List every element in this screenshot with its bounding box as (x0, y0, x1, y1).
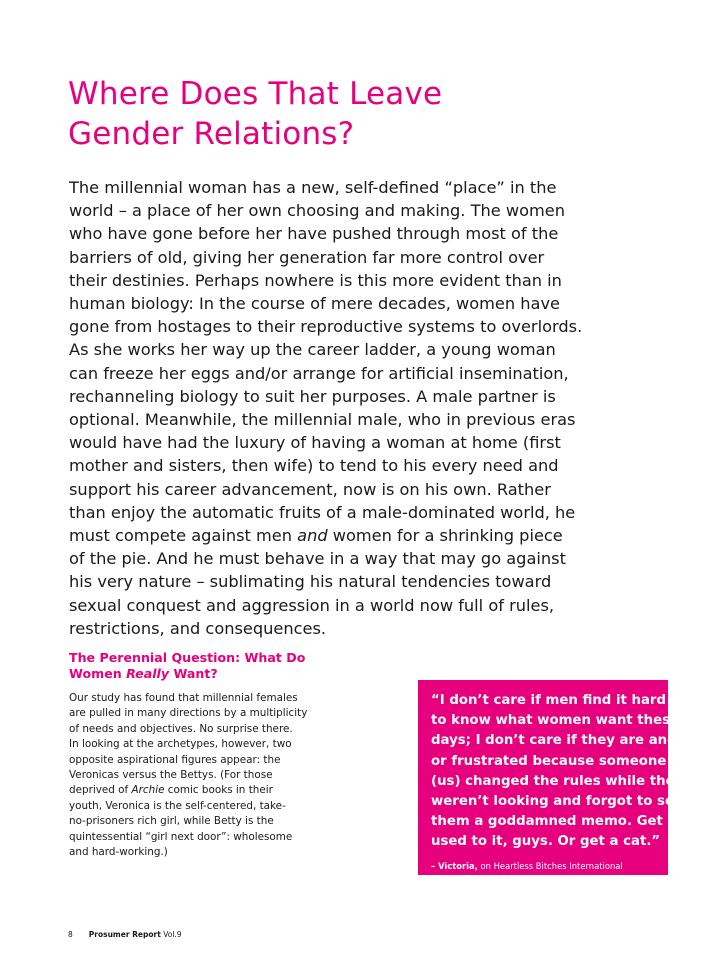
column-line: Our study has found that millennial females (69, 692, 298, 704)
body-line (69, 524, 563, 547)
body-line: human biology: In the course of mere decades, women have (69, 294, 560, 314)
quote-line: days; I don’t care if they are angry (431, 733, 692, 749)
column-line: Veronicas versus the Bettys. (For those (69, 769, 273, 782)
column-line: are pulled in many directions by a multiplicity (69, 707, 308, 720)
column-line-emphasis: Archie (131, 784, 165, 797)
page-footer (68, 930, 182, 940)
body-line: optional. Meanwhile, the millennial male, who in previous eras (69, 410, 576, 430)
column-line: no-prisoners rich girl, while Betty is the (69, 815, 274, 828)
body-line: mother and sisters, then wife) to tend to his every need and (69, 456, 559, 476)
column-line: and hard-working.) (69, 846, 168, 859)
body-line: barriers of old, giving her generation far more control over (69, 247, 545, 267)
body-line: their destinies. Perhaps nowhere is this more evident than in (69, 270, 562, 290)
quote-line: weren’t looking and forgot to send (431, 794, 693, 810)
report-name: Prosumer Report (88, 930, 161, 939)
subheading-line-1: The Perennial Question: What Do (69, 650, 306, 665)
body-line: restrictions, and consequences. (69, 618, 327, 638)
body-line: would have had the luxury of having a woman at home (first (69, 433, 561, 453)
column-line: opposite aspirational figures appear: the (69, 753, 281, 766)
column-line (69, 783, 319, 798)
quote-line: or frustrated because someone (431, 753, 667, 769)
subheading-emphasis: Really (126, 666, 170, 681)
quote-attribution-source: on Heartless Bitches International (477, 860, 623, 871)
body-line: his very nature – sublimating his natural tendencies toward (69, 572, 552, 592)
page-title-line-1: Where Does That Leave (68, 76, 443, 112)
quote-line: (us) changed the rules while they (431, 773, 684, 789)
body-paragraph (69, 176, 583, 640)
body-line: of the pie. And he must behave in a way that may go against (69, 549, 566, 569)
page-title-line-2: Gender Relations? (68, 116, 355, 152)
column-line-text: comic books in their (164, 784, 273, 797)
body-line: As she works her way up the career ladder, a young woman (69, 340, 556, 360)
column-line: youth, Veronica is the self-centered, take- (69, 799, 286, 812)
subheading-text: Women (69, 666, 127, 681)
quote-line: used to it, guys. Or get a cat.” (431, 834, 661, 850)
section-subheading (69, 650, 369, 682)
page-number: 8 (68, 930, 73, 939)
quote-line: them a goddamned memo. Get (431, 814, 663, 830)
body-line: can freeze her eggs and/or arrange for artificial insemination, (69, 363, 569, 383)
report-volume: Vol.9 (160, 930, 182, 939)
column-line: quintessential “girl next door”: wholesome (69, 830, 293, 843)
body-line-text: must compete against men (69, 526, 298, 546)
quote-line: to know what women want these (431, 713, 680, 729)
subheading-line-2 (69, 666, 369, 682)
quote-attribution (431, 860, 656, 872)
quote-line: “I don’t care if men find it hard (431, 693, 667, 708)
body-line: world – a place of her own choosing and making. The women (69, 201, 565, 221)
pull-quote-text (431, 691, 693, 853)
body-line: The millennial woman has a new, self-defined “place” in the (69, 178, 557, 197)
body-line-emphasis: and (297, 526, 328, 546)
body-line: who have gone before her have pushed through most of the (69, 224, 559, 244)
pull-quote-box (418, 680, 693, 875)
body-line: rechanneling biology to suit her purposes. A male partner is (69, 386, 556, 406)
body-line: support his career advancement, now is on his own. Rather (69, 479, 551, 499)
column-line: of needs and objectives. No surprise there. (69, 722, 293, 735)
subheading-text: Want? (169, 666, 218, 681)
page-title (68, 74, 628, 154)
body-line: than enjoy the automatic fruits of a male-dominated world, he (69, 502, 576, 522)
column-line: In looking at the archetypes, however, two (69, 738, 292, 751)
column-paragraph (69, 691, 319, 860)
body-line: gone from hostages to their reproductive systems to overlords. (69, 317, 583, 337)
column-line-text: deprived of (69, 784, 132, 797)
body-line-text: women for a shrinking piece (327, 526, 563, 546)
body-line: sexual conquest and aggression in a world now full of rules, (69, 595, 555, 615)
quote-attribution-name: – Victoria, (431, 860, 478, 871)
